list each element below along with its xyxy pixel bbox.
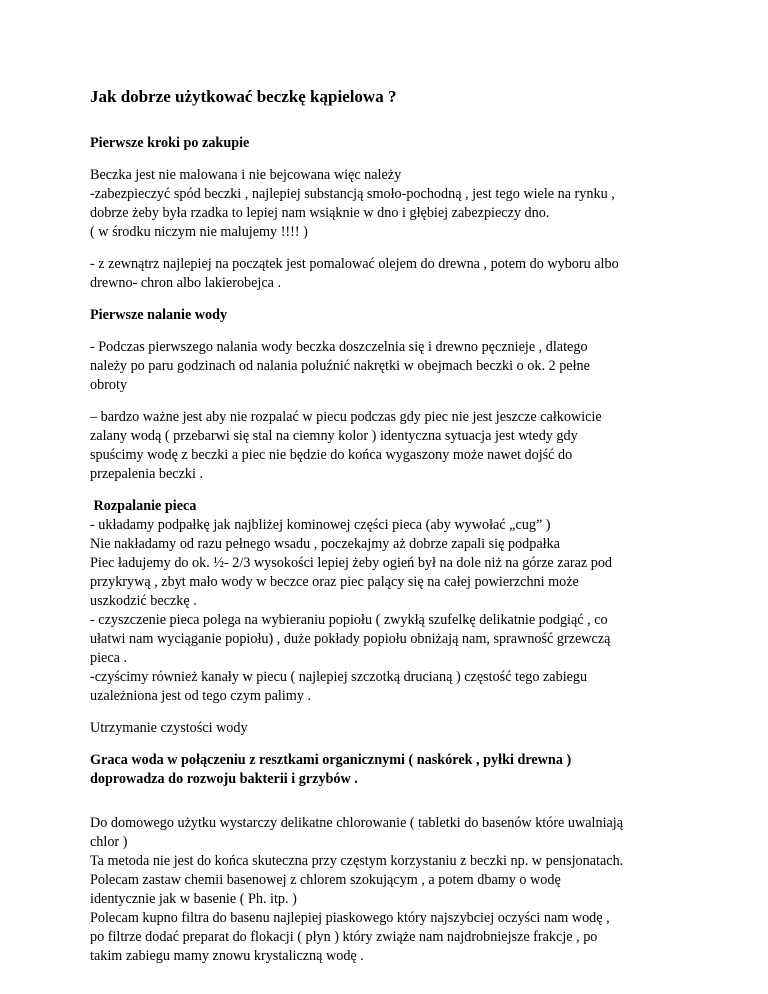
text-line: Nie nakładamy od razu pełnego wsadu , poczekajmy aż dobrze zapali się podpałka bbox=[90, 536, 560, 552]
text-line: ułatwi nam wyciąganie popiołu) , duże pokłady popiołu obniżają nam, sprawność grzewczą bbox=[90, 631, 611, 647]
text-line: uszkodzić beczkę . bbox=[90, 593, 197, 609]
text-line: - układamy podpałkę jak najbliżej kominowej części pieca (aby wywołać „cug” ) bbox=[90, 517, 551, 533]
text-line: Piec ładujemy do ok. ½- 2/3 wysokości lepiej żeby ogień był na dole niż na górze zaraz pod bbox=[90, 555, 613, 571]
paragraph bbox=[90, 166, 730, 242]
text-line: - Podczas pierwszego nalania wody beczka doszczelnia się i drewno pęcznieje , dlatego bbox=[90, 339, 588, 355]
section-heading-lighting-stove: Rozpalanie pieca bbox=[90, 498, 197, 514]
text-line: pieca . bbox=[90, 650, 128, 666]
text-line: Beczka jest nie malowana i nie bejcowana więc należy bbox=[90, 167, 402, 183]
text-line: chlor ) bbox=[90, 834, 128, 850]
text-line: - z zewnątrz najlepiej na początek jest pomalować olejem do drewna , potem do wyboru albo bbox=[90, 256, 619, 272]
text-line: -czyścimy również kanały w piecu ( najlepiej szczotką drucianą ) częstość tego zabiegu bbox=[90, 669, 588, 685]
text-line: doprowadza do rozwoju bakterii i grzybów . bbox=[90, 771, 358, 787]
text-line: – bardzo ważne jest aby nie rozpalać w piecu podczas gdy piec nie jest jeszcze całkowicie bbox=[90, 409, 602, 425]
text-line: należy po paru godzinach od nalania poluźnić nakrętki w obejmach beczki o ok. 2 pełne bbox=[90, 358, 590, 374]
text-line: po filtrze dodać preparat do flokacji ( płyn ) który zwiąże nam najdrobniejsze frakcje , po bbox=[90, 929, 598, 945]
paragraph bbox=[90, 516, 730, 706]
paragraph bbox=[90, 338, 730, 395]
text-line: Do domowego użytku wystarczy delikatne chlorowanie ( tabletki do basenów które uwalniają bbox=[90, 815, 624, 831]
text-line: identycznie jak w basenie ( Ph. itp. ) bbox=[90, 891, 297, 907]
paragraph bbox=[90, 255, 730, 293]
section-heading-first-steps: Pierwsze kroki po zakupie bbox=[90, 135, 250, 151]
paragraph-bold-warning bbox=[90, 751, 730, 789]
text-line: takim zabiegu mamy znowu krystaliczną wodę . bbox=[90, 948, 364, 964]
document-title: Jak dobrze użytkować beczkę kąpielowa ? bbox=[90, 87, 397, 106]
text-line: -zabezpieczyć spód beczki , najlepiej substancją smoło-pochodną , jest tego wiele na rynku , bbox=[90, 186, 615, 202]
text-line: Polecam kupno filtra do basenu najlepiej piaskowego który najszybciej oczyści nam wodę , bbox=[90, 910, 610, 926]
text-line: przepalenia beczki . bbox=[90, 466, 204, 482]
text-line: Polecam zastaw chemii basenowej z chlorem szokującym , a potem dbamy o wodę bbox=[90, 872, 561, 888]
text-line: Graca woda w połączeniu z resztkami organicznymi ( naskórek , pyłki drewna ) bbox=[90, 752, 572, 768]
paragraph bbox=[90, 408, 730, 484]
document-page bbox=[90, 86, 730, 979]
text-line: obroty bbox=[90, 377, 128, 393]
text-line: dobrze żeby była rzadka to lepiej nam wsiąknie w dno i głębiej zabezpieczy dno. bbox=[90, 205, 550, 221]
text-line: - czyszczenie pieca polega na wybieraniu popiołu ( zwykłą szufelkę delikatnie podgiąć , co bbox=[90, 612, 608, 628]
text-line: Ta metoda nie jest do końca skuteczna przy częstym korzystaniu z beczki np. w pensjonatach. bbox=[90, 853, 624, 869]
text-line: spuścimy wodę z beczki a piec nie będzie do końca wygaszony może nawet dojść do bbox=[90, 447, 573, 463]
text-line: zalany wodą ( przebarwi się stal na ciemny kolor ) identyczna sytuacja jest wtedy gdy bbox=[90, 428, 578, 444]
text-line: drewno- chron albo lakierobejca . bbox=[90, 275, 282, 291]
text-line: przykrywą , zbyt mało wody w beczce oraz piec palący się na całej powierzchni może bbox=[90, 574, 579, 590]
text-line: ( w środku niczym nie malujemy !!!! ) bbox=[90, 224, 308, 240]
text-line: uzależniona jest od tego czym palimy . bbox=[90, 688, 312, 704]
section-heading-first-water-fill: Pierwsze nalanie wody bbox=[90, 307, 228, 323]
section-heading-water-cleanliness: Utrzymanie czystości wody bbox=[90, 720, 248, 736]
paragraph bbox=[90, 814, 730, 966]
